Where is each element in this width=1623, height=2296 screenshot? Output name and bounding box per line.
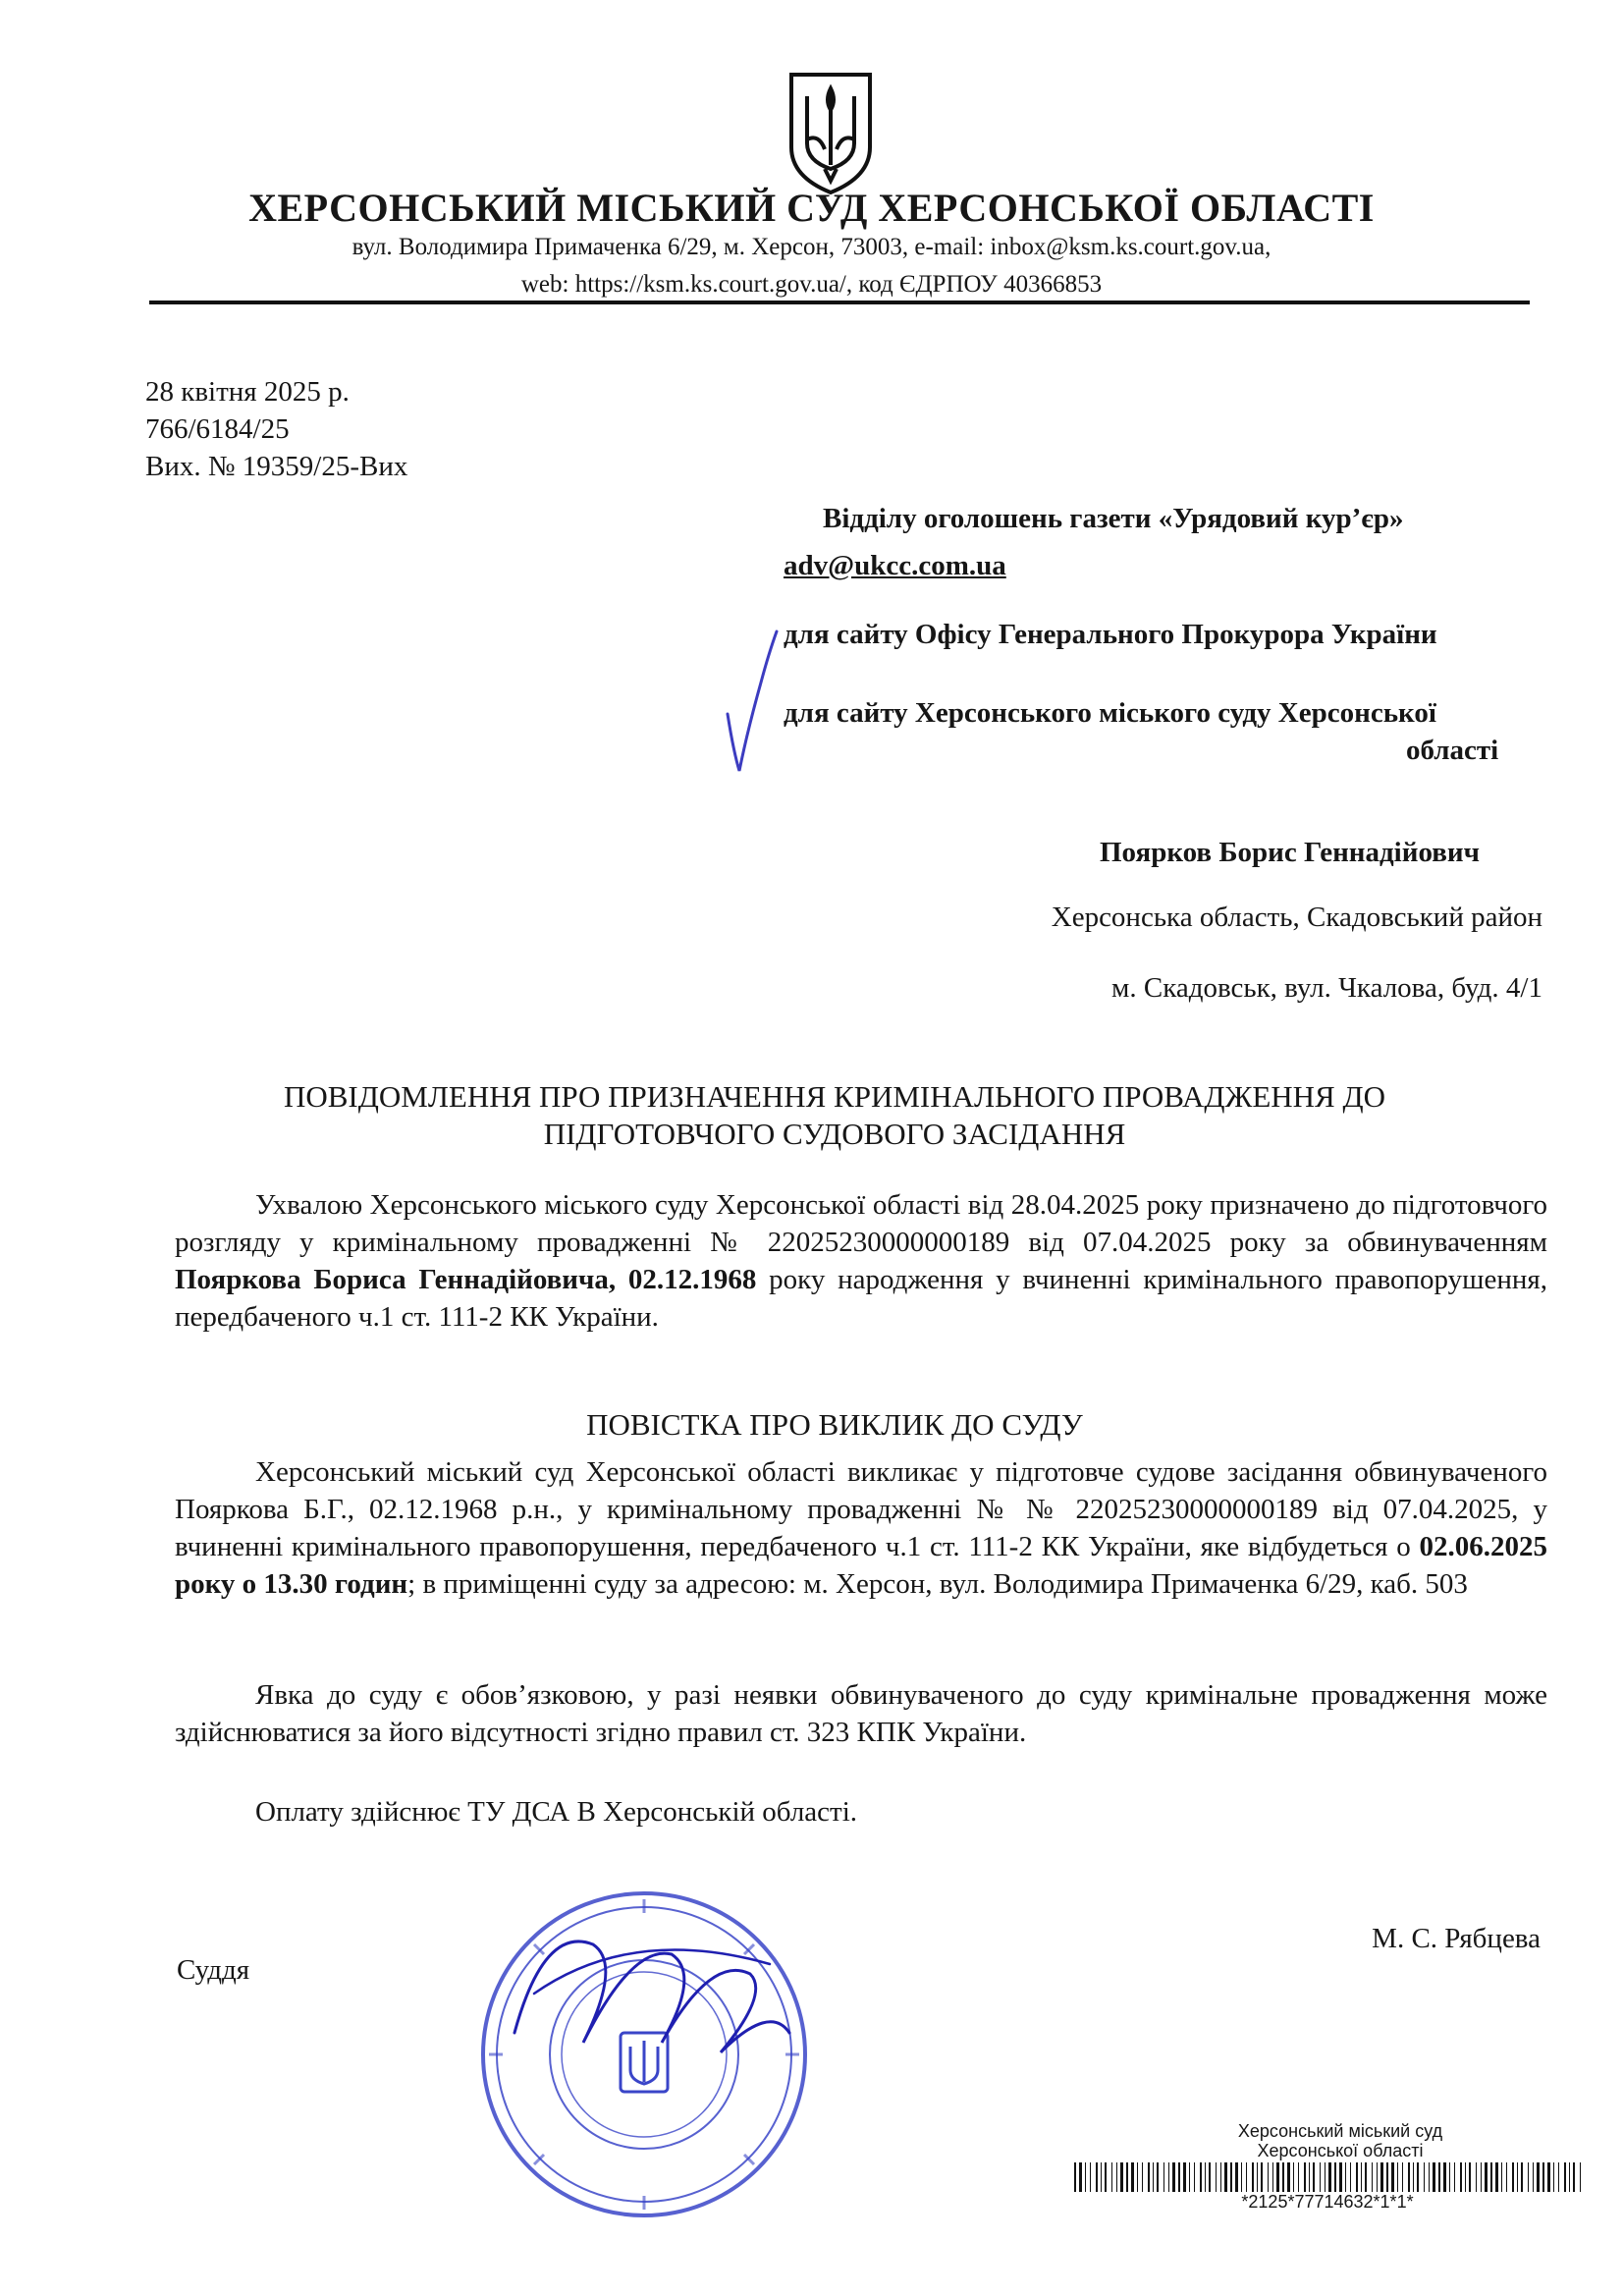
notice-heading xyxy=(147,1078,1522,1153)
trident-emblem-icon xyxy=(785,71,876,196)
footer-court-line2: Херсонської області xyxy=(1257,2141,1424,2160)
barcode-number: *2125*77714632*1*1* xyxy=(1241,2192,1414,2212)
recipient-person: Поярков Борис Геннадійович xyxy=(1100,837,1480,868)
footer-court-line1: Херсонський міський суд xyxy=(1237,2121,1443,2141)
seal-trident-icon xyxy=(621,2033,668,2092)
recipient-address-line2: м. Скадовськ, вул. Чкалова, буд. 4/1 xyxy=(1111,972,1542,1004)
judge-name: М. С. Рябцева xyxy=(1372,1923,1541,1954)
summons-paragraph xyxy=(175,1453,1547,1603)
recipient-address-line1: Херсонська область, Скадовський район xyxy=(1051,902,1542,933)
summons-text-a: Херсонський міський суд Херсонської області викликає у підготовче судове засідання обвинуваченого Пояркова Б.Г., 02.12.1968 р.н., у кримінальному провадженні № № 22025230000000189 від 07.04.2025, у вчиненні кримінального правопорушення, передбаченого ч.1 ст. 111-2 КК України, яке відбудеться о xyxy=(175,1456,1547,1562)
summons-heading: ПОВІСТКА ПРО ВИКЛИК ДО СУДУ xyxy=(586,1407,1083,1442)
judge-label: Суддя xyxy=(177,1954,250,1986)
header-divider xyxy=(149,301,1530,304)
recipient-court-site-cont: області xyxy=(1406,735,1499,766)
attendance-paragraph: Явка до суду є обов’язковою, у разі неявки обвинуваченого до суду кримінальне провадження може здійснюватися за його відсутності згідно правил ст. 323 КПК України. xyxy=(175,1679,1547,1748)
notice-heading-line1: ПОВІДОМЛЕННЯ ПРО ПРИЗНАЧЕННЯ КРИМІНАЛЬНОГО ПРОВАДЖЕННЯ ДО xyxy=(283,1079,1386,1114)
court-address-line2: web: https://ksm.ks.court.gov.ua/, код ЄДРПОУ 40366853 xyxy=(520,271,1103,298)
document-barcode xyxy=(1074,2162,1581,2192)
court-seal-stamp xyxy=(475,1886,813,2223)
recipient-court-site: для сайту Херсонського міського суду Херсонської xyxy=(784,697,1436,729)
notice-paragraph xyxy=(175,1186,1547,1336)
summons-text-b: ; в приміщенні суду за адресою: м. Херсон, вул. Володимира Примаченка 6/29, каб. 503 xyxy=(407,1568,1468,1600)
court-address-line1: вул. Володимира Примаченка 6/29, м. Херсон, 73003, e-mail: inbox@ksm.ks.court.gov.ua, xyxy=(352,234,1271,260)
outgoing-number: Вих. № 19359/25-Вих xyxy=(145,451,408,482)
notice-text-a: Ухвалою Херсонського міського суду Херсонської області від 28.04.2025 року призначено до підготовчого розгляду у кримінальному провадженні № 22025230000000189 від 07.04.2025 року за обвинуваченням xyxy=(175,1189,1547,1258)
letter-date: 28 квітня 2025 р. xyxy=(145,376,350,408)
payment-paragraph: Оплату здійснює ТУ ДСА В Херсонській області. xyxy=(255,1796,858,1828)
court-name: ХЕРСОНСЬКИЙ МІСЬКИЙ СУД ХЕРСОНСЬКОЇ ОБЛАСТІ xyxy=(248,186,1375,230)
footer-court-label xyxy=(1217,2121,1463,2160)
case-number: 766/6184/25 xyxy=(145,413,290,445)
summons-hearing-datetime: 02.06.2025 року о 13.30 годин xyxy=(175,1531,1547,1600)
recipient-email-link[interactable]: adv@ukcc.com.ua xyxy=(784,550,1006,581)
notice-defendant-name: Пояркова Бориса Геннадійовича, 02.12.1968 xyxy=(175,1264,757,1295)
recipient-prosecutor-site: для сайту Офісу Генерального Прокурора України xyxy=(784,619,1437,650)
notice-heading-line2: ПІДГОТОВЧОГО СУДОВОГО ЗАСІДАННЯ xyxy=(543,1117,1126,1151)
notice-text-b: року народження у вчиненні кримінального правопорушення, передбаченого ч.1 ст. 111-2 КК України. xyxy=(175,1264,1547,1333)
recipient-newspaper: Відділу оголошень газети «Урядовий кур’єр» xyxy=(823,503,1404,534)
handwritten-checkmark-icon xyxy=(722,624,781,781)
